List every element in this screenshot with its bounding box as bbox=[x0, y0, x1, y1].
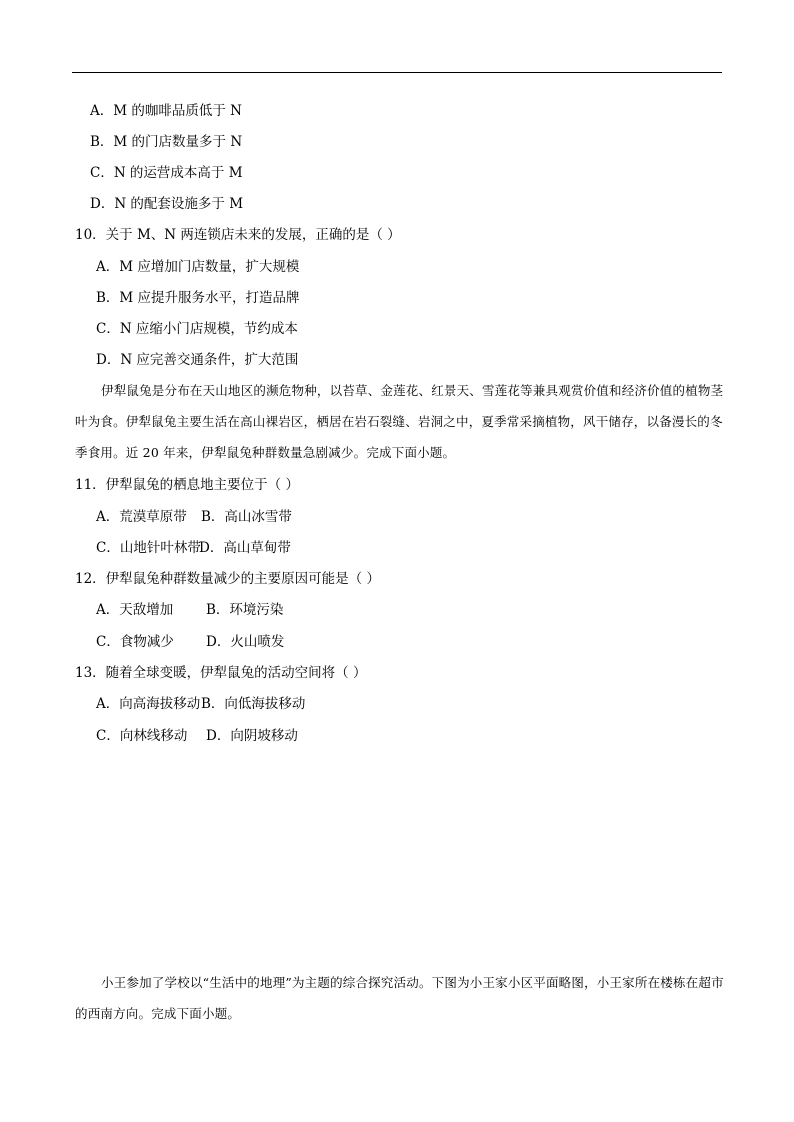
q10-option-c[interactable]: C．N 应缩小门店规模，节约成本 bbox=[96, 321, 298, 337]
header-rule bbox=[72, 72, 722, 73]
q9-option-b[interactable]: B．M 的门店数量多于 N bbox=[90, 134, 243, 150]
q13-options-row-2 bbox=[96, 727, 298, 745]
q12-option-b[interactable]: B．环境污染 bbox=[206, 602, 284, 618]
q9-option-a[interactable]: A．M 的咖啡品质低于 N bbox=[90, 103, 242, 119]
q12-stem: 12．伊犁鼠兔种群数量减少的主要原因可能是（ ） bbox=[75, 571, 380, 587]
q12-option-c[interactable]: C．食物减少 bbox=[96, 634, 174, 650]
q10-option-d[interactable]: D．N 应完善交通条件，扩大范围 bbox=[96, 352, 299, 368]
q13-option-b[interactable]: B．向低海拔移动 bbox=[201, 696, 306, 712]
q9-option-c[interactable]: C．N 的运营成本高于 M bbox=[90, 165, 243, 181]
q12-option-a[interactable]: A．天敌增加 bbox=[96, 602, 174, 618]
passage-ili-pika: 伊犁鼠兔是分布在天山地区的濒危物种，以苔草、金莲花、红景天、雪莲花等兼具观赏价值和经济价值的植物茎叶为食。伊犁鼠兔主要生活在高山裸岩区，栖居在岩石裂缝、岩洞之中，夏季常采摘植物，风干储存，以备漫长的冬季食用。近 20 年来，伊犁鼠兔种群数量急剧减少。完成下面小题。 bbox=[75, 383, 724, 460]
q13-option-d[interactable]: D．向阴坡移动 bbox=[206, 728, 298, 744]
q11-stem: 11．伊犁鼠兔的栖息地主要位于（ ） bbox=[75, 477, 299, 493]
q12-options-row-1 bbox=[96, 601, 283, 619]
q9-option-d[interactable]: D．N 的配套设施多于 M bbox=[90, 196, 244, 212]
q13-stem: 13．随着全球变暖，伊犁鼠兔的活动空间将（ ） bbox=[75, 665, 367, 681]
q12-options-row-2 bbox=[96, 633, 284, 651]
q13-options-row-1 bbox=[96, 695, 305, 713]
q10-option-a[interactable]: A．M 应增加门店数量，扩大规模 bbox=[96, 259, 300, 275]
q10-stem: 10．关于 M、N 两连锁店未来的发展，正确的是（ ） bbox=[75, 227, 401, 243]
q10-option-b[interactable]: B．M 应提升服务水平，打造品牌 bbox=[96, 290, 300, 306]
q11-option-d[interactable]: D．高山草甸带 bbox=[199, 540, 291, 556]
q11-option-b[interactable]: B．高山冰雪带 bbox=[201, 509, 292, 525]
q11-option-a[interactable]: A．荒漠草原带 bbox=[96, 509, 187, 525]
q11-options-row-2 bbox=[96, 539, 291, 557]
q12-option-d[interactable]: D．火山喷发 bbox=[206, 634, 285, 650]
passage-community-map: 小王参加了学校以“生活中的地理”为主题的综合探究活动。下图为小王家小区平面略图，小王家所在楼栋在超市的西南方向。完成下面小题。 bbox=[75, 975, 724, 1021]
q11-options-row-1 bbox=[96, 508, 292, 526]
q13-option-a[interactable]: A．向高海拔移动 bbox=[96, 696, 201, 712]
q13-option-c[interactable]: C．向林线移动 bbox=[96, 728, 188, 744]
q11-option-c[interactable]: C．山地针叶林带 bbox=[96, 540, 201, 556]
